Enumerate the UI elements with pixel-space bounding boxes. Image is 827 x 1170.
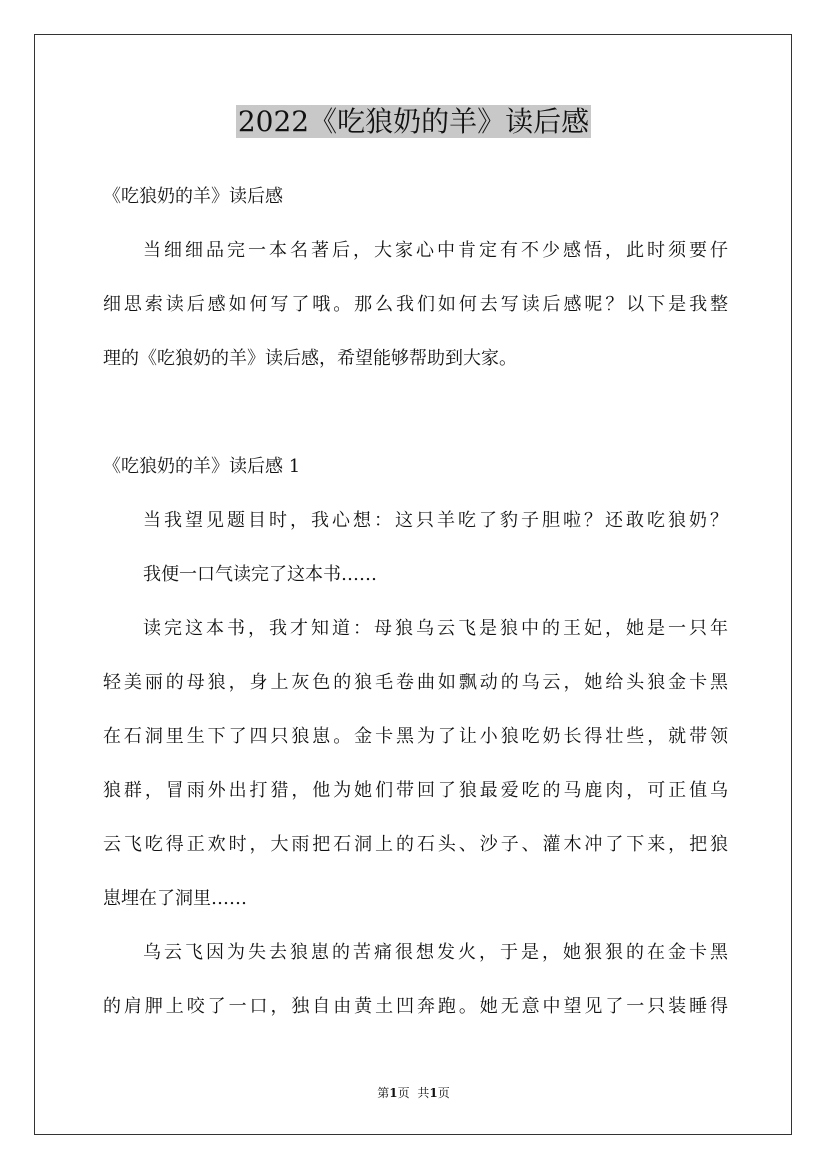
body-line: 当我望见题目时，我心想：这只羊吃了豹子胆啦？还敢吃狼奶？ [143, 510, 728, 531]
body-line: 细思索读后感如何写了哦。那么我们如何去写读后感呢？以下是我整 [103, 294, 728, 315]
body-line: 乌云飞因为失去狼崽的苦痛很想发火，于是，她狠狠的在金卡黑 [143, 942, 728, 963]
body-line: 《吃狼奶的羊》读后感 1 [103, 456, 301, 477]
body-line: 的肩胛上咬了一口，独自由黄土凹奔跑。她无意中望见了一只装睡得 [103, 996, 728, 1017]
body-line: 云飞吃得正欢时，大雨把石洞上的石头、沙子、灌木冲了下来，把狼 [103, 834, 728, 855]
body-line: 我便一口气读完了这本书…… [143, 564, 377, 585]
body-line: 狼群，冒雨外出打猎，他为她们带回了狼最爱吃的马鹿肉，可正值乌 [103, 780, 728, 801]
body-line: 在石洞里生下了四只狼崽。金卡黑为了让小狼吃奶长得壮些，就带领 [103, 726, 728, 747]
footer-page-prefix: 第 [377, 1086, 390, 1100]
body-line: 轻美丽的母狼，身上灰色的狼毛卷曲如飘动的乌云，她给头狼金卡黑 [103, 672, 728, 693]
page-footer [0, 1084, 827, 1102]
document-title [0, 100, 827, 144]
body-line: 当细细品完一本名著后，大家心中肯定有不少感悟，此时须要仔 [143, 240, 728, 261]
body-line: 读完这本书，我才知道：母狼乌云飞是狼中的王妃，她是一只年 [143, 618, 728, 639]
footer-page-number: 1 [389, 1086, 398, 1100]
footer-total-number: 1 [429, 1086, 438, 1100]
footer-page-suffix: 页 [397, 1086, 410, 1100]
document-title-text: 2022《吃狼奶的羊》读后感 [237, 105, 590, 138]
body-line: 《吃狼奶的羊》读后感 [103, 186, 283, 207]
footer-total-prefix: 共 [417, 1086, 430, 1100]
footer-total-suffix: 页 [437, 1086, 450, 1100]
body-line: 理的《吃狼奶的羊》读后感，希望能够帮助到大家。 [103, 348, 517, 369]
body-line: 崽埋在了洞里…… [103, 888, 247, 909]
